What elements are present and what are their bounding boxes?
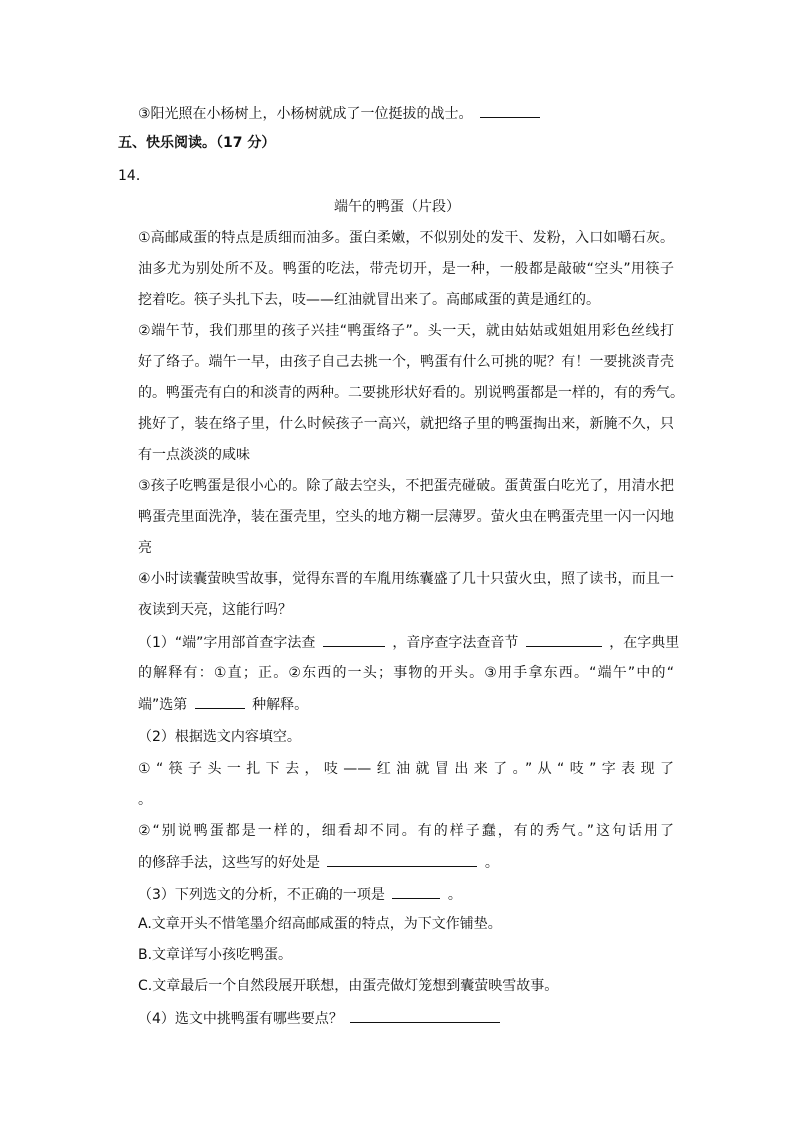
q1-line1 [138, 632, 679, 653]
q1-text-b: ，音序查字法查音节 [392, 635, 519, 651]
passage-p3-line3: 亮 [138, 540, 152, 556]
q3-option-b: B.文章详写小孩吃鸭蛋。 [138, 947, 293, 963]
answer-blank-syllable[interactable] [526, 632, 602, 647]
passage-p1-line3: 挖着吃。筷子头扎下去，吱——红油就冒出来了。高邮咸蛋的黄是通红的。 [138, 292, 600, 308]
q2-a-line2: 。 [138, 792, 152, 808]
answer-blank-rhetoric[interactable] [327, 852, 477, 867]
q1-line2: 的解释有：①直；正。②东西的一头；事物的开头。③用手拿东西。“端午”中的“ [138, 665, 674, 681]
passage-p2-line2: 好了络子。端午一早，由孩子自己去挑一个，鸭蛋有什么可挑的呢？有！一要挑淡青壳 [138, 354, 674, 370]
passage-p4-line2: 夜读到天亮，这能行吗？ [138, 602, 292, 618]
passage-p2-line5: 有一点淡淡的咸味 [138, 447, 250, 463]
q2-intro: （2）根据选文内容填空。 [138, 729, 301, 745]
passage-p2-line4: 挑好了，装在络子里，什么时候孩子一高兴，就把络子里的鸭蛋掏出来，新腌不久，只 [138, 416, 674, 432]
q3-option-a: A.文章开头不惜笔墨介绍高邮咸蛋的特点，为下文作铺垫。 [138, 916, 502, 932]
item-3 [138, 103, 543, 124]
q2-b-line2 [138, 852, 499, 873]
q4-stem: （4）选文中挑鸭蛋有哪些要点？ [138, 1011, 343, 1027]
q2-b-text-a: 的修辞手法，这些写的好处是 [138, 855, 320, 871]
passage-p4-line1: ④小时读囊萤映雪故事，觉得东晋的车胤用练囊盛了几十只萤火虫，照了读书，而且一 [138, 571, 674, 587]
passage-p2-line1: ②端午节，我们那里的孩子兴挂“鸭蛋络子”。头一天，就由姑姑或姐姐用彩色丝线打 [138, 323, 674, 339]
passage-p3-line1: ③孩子吃鸭蛋是很小心的。除了敲去空头，不把蛋壳碰破。蛋黄蛋白吃光了，用清水把 [138, 478, 674, 494]
section-heading: 五、快乐阅读。（17 分） [118, 135, 276, 151]
q3-stem-end: 。 [447, 887, 462, 903]
q1-text-c: ，在字典里 [609, 635, 680, 651]
q3-stem [138, 884, 462, 905]
passage-title: 端午的鸭蛋（片段） [334, 199, 460, 215]
answer-blank-radical[interactable] [323, 632, 385, 647]
passage-p1-line2: 油多尤为别处所不及。鸭蛋的吃法，带壳切开，是一种，一般都是敲破“空头”用筷子 [138, 261, 674, 277]
q2-a-line1: ①“筷子头一扎下去，吱——红油就冒出来了。”从“吱”字表现了 [138, 761, 674, 777]
q1-text-e: 种解释。 [252, 697, 309, 713]
q1-text-a: （1）“端”字用部首查字法查 [138, 635, 316, 651]
q3-option-c: C.文章最后一个自然段展开联想，由蛋壳做灯笼想到囊萤映雪故事。 [138, 978, 559, 994]
q2-b-line1: ②“别说鸭蛋都是一样的，细看却不同。有的样子蠢，有的秀气。”这句话用了 [138, 823, 674, 839]
answer-blank-q3[interactable] [392, 884, 440, 899]
passage-p2-line3: 的。鸭蛋壳有白的和淡青的两种。二要挑形状好看的。别说鸭蛋都是一样的，有的秀气。 [138, 385, 684, 401]
passage-p1-line1: ①高邮咸蛋的特点是质细而油多。蛋白柔嫩，不似别处的发干、发粉，入口如嚼石灰。 [138, 230, 674, 246]
q1-text-d: 端”选第 [138, 697, 188, 713]
answer-blank-item-3[interactable] [480, 103, 540, 118]
q3-stem-text: （3）下列选文的分析，不正确的一项是 [138, 887, 385, 903]
q1-line3 [138, 694, 308, 715]
answer-blank-meaning[interactable] [195, 694, 245, 709]
q4-line [138, 1008, 503, 1029]
answer-blank-q4[interactable] [350, 1008, 500, 1023]
item-3-text: ③阳光照在小杨树上，小杨树就成了一位挺拔的战士。 [138, 106, 473, 122]
passage-p3-line2: 鸭蛋壳里面洗净，装在蛋壳里，空头的地方糊一层薄罗。萤火虫在鸭蛋壳里一闪一闪地 [138, 509, 674, 525]
question-number: 14． [118, 168, 150, 184]
q2-b-text-b: 。 [484, 855, 499, 871]
